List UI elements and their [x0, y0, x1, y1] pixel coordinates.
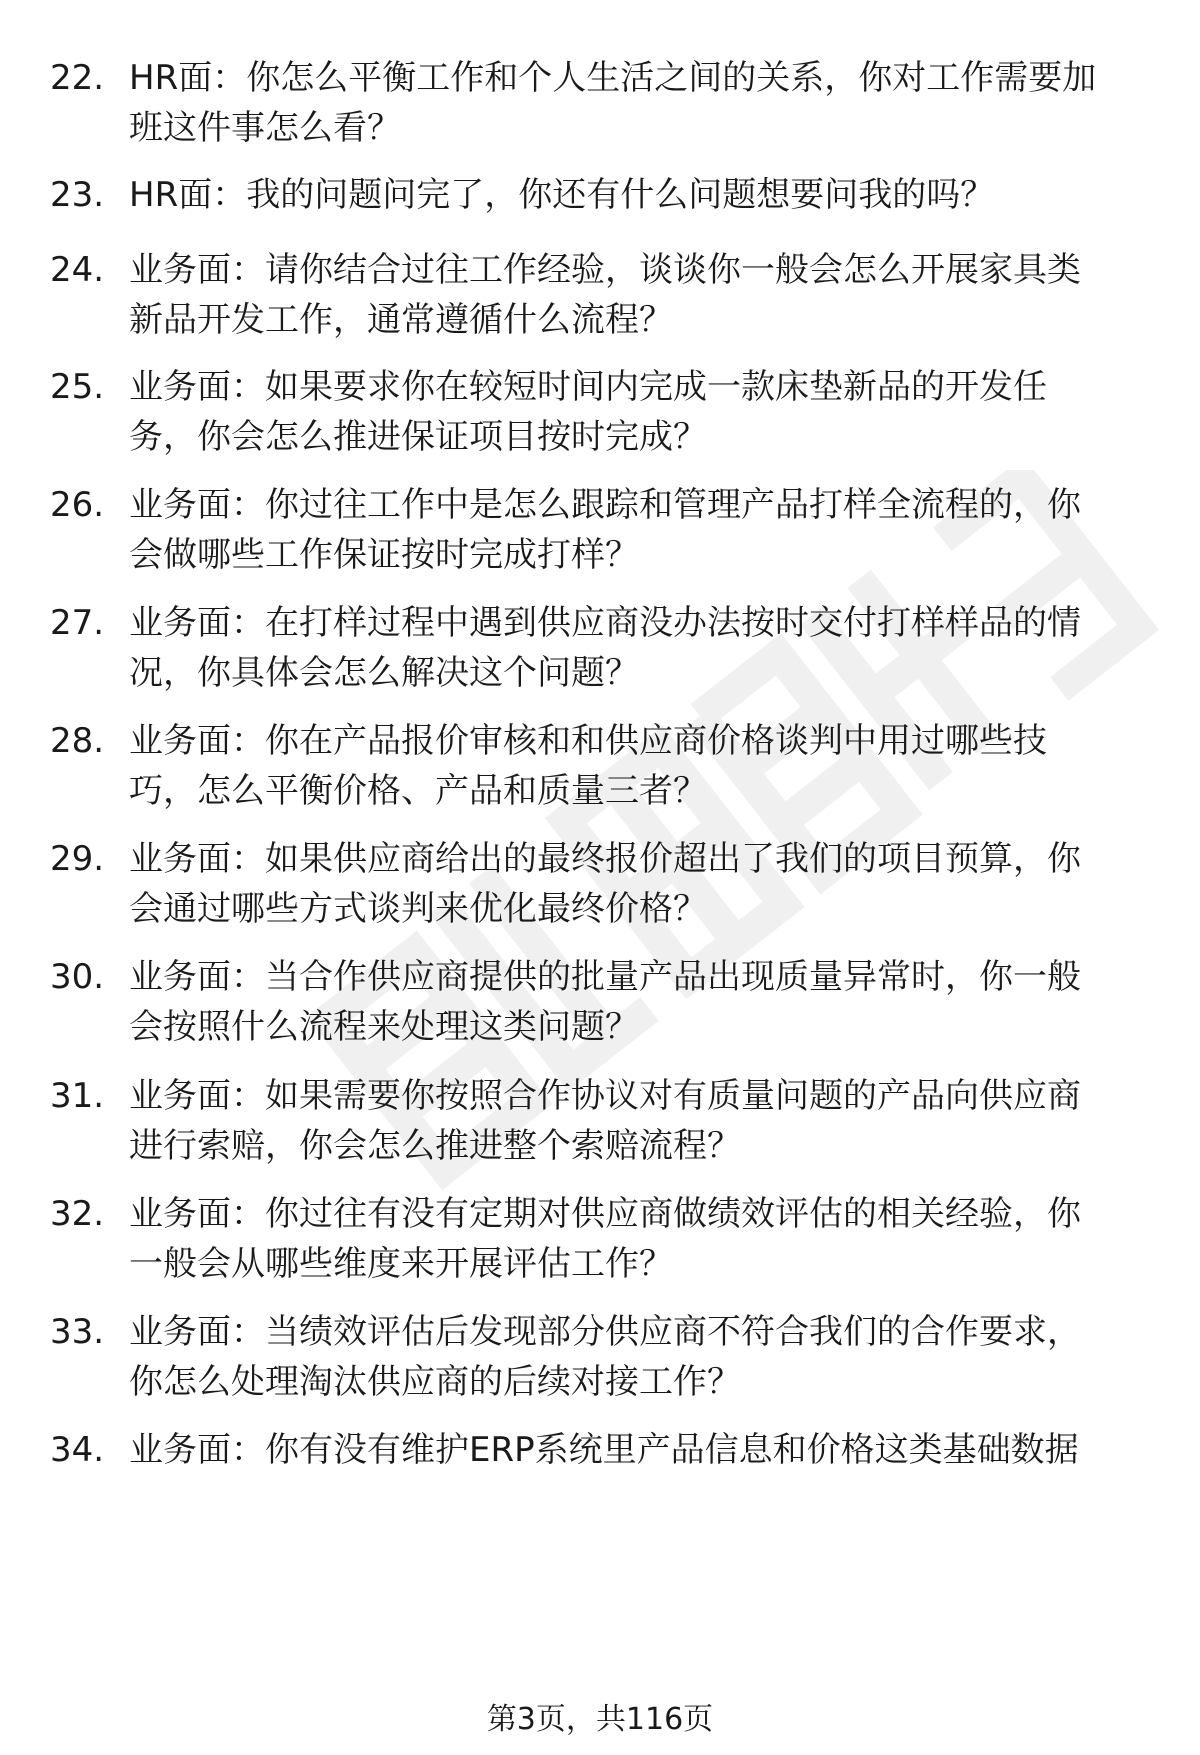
question-number: 26. — [50, 485, 105, 525]
question-number: 33. — [50, 1312, 105, 1352]
question-text-line: 业务面：请你结合过往工作经验，谈谈你一般会怎么开展家具类 — [129, 250, 1081, 290]
question-text-line: 业务面：当绩效评估后发现部分供应商不符合我们的合作要求， — [129, 1312, 1081, 1352]
question-text-line: 你怎么处理淘汰供应商的后续对接工作？ — [129, 1362, 741, 1402]
question-number: 22. — [50, 58, 105, 98]
question-text-line: 会按照什么流程来处理这类问题？ — [129, 1007, 639, 1047]
question-text-line: 业务面：你有没有维护ERP系统里产品信息和价格这类基础数据 — [129, 1430, 1079, 1470]
question-number: 30. — [50, 957, 105, 997]
question-number: 23. — [50, 175, 105, 215]
question-number: 29. — [50, 839, 105, 879]
question-text-line: 班这件事怎么看？ — [129, 108, 401, 148]
question-text-line: 业务面：你过往有没有定期对供应商做绩效评估的相关经验，你 — [129, 1194, 1081, 1234]
question-text-line: 业务面：在打样过程中遇到供应商没办法按时交付打样样品的情 — [129, 603, 1081, 643]
question-number: 27. — [50, 603, 105, 643]
question-text-line: 会做哪些工作保证按时完成打样？ — [129, 535, 639, 575]
question-text-line: 业务面：当合作供应商提供的批量产品出现质量异常时，你一般 — [129, 957, 1081, 997]
question-number: 34. — [50, 1430, 105, 1470]
question-text-line: HR面：我的问题问完了，你还有什么问题想要问我的吗？ — [129, 175, 995, 215]
question-text-line: 务，你会怎么推进保证项目按时完成？ — [129, 417, 707, 457]
question-text-line: 业务面：你过往工作中是怎么跟踪和管理产品打样全流程的，你 — [129, 485, 1081, 525]
question-text-line: 业务面：如果需要你按照合作协议对有质量问题的产品向供应商 — [129, 1076, 1081, 1116]
question-number: 28. — [50, 721, 105, 761]
question-text-line: 会通过哪些方式谈判来优化最终价格？ — [129, 889, 707, 929]
question-number: 24. — [50, 250, 105, 290]
question-text-line: 新品开发工作，通常遵循什么流程？ — [129, 300, 673, 340]
question-text-line: 业务面：你在产品报价审核和和供应商价格谈判中用过哪些技 — [129, 721, 1047, 761]
question-text-line: 一般会从哪些维度来开展评估工作？ — [129, 1244, 673, 1284]
page-footer: 第3页，共116页 — [486, 1702, 714, 1737]
question-text-line: 巧，怎么平衡价格、产品和质量三者？ — [129, 771, 707, 811]
question-number: 31. — [50, 1076, 105, 1116]
question-text-line: 业务面：如果要求你在较短时间内完成一款床垫新品的开发任 — [129, 367, 1047, 407]
question-text-line: 况，你具体会怎么解决这个问题？ — [129, 653, 639, 693]
question-text-line: 业务面：如果供应商给出的最终报价超出了我们的项目预算，你 — [129, 839, 1081, 879]
question-text-line: HR面：你怎么平衡工作和个人生活之间的关系，你对工作需要加 — [129, 58, 1097, 98]
question-number: 32. — [50, 1194, 105, 1234]
question-text-line: 进行索赔，你会怎么推进整个索赔流程？ — [129, 1126, 741, 1166]
question-number: 25. — [50, 367, 105, 407]
